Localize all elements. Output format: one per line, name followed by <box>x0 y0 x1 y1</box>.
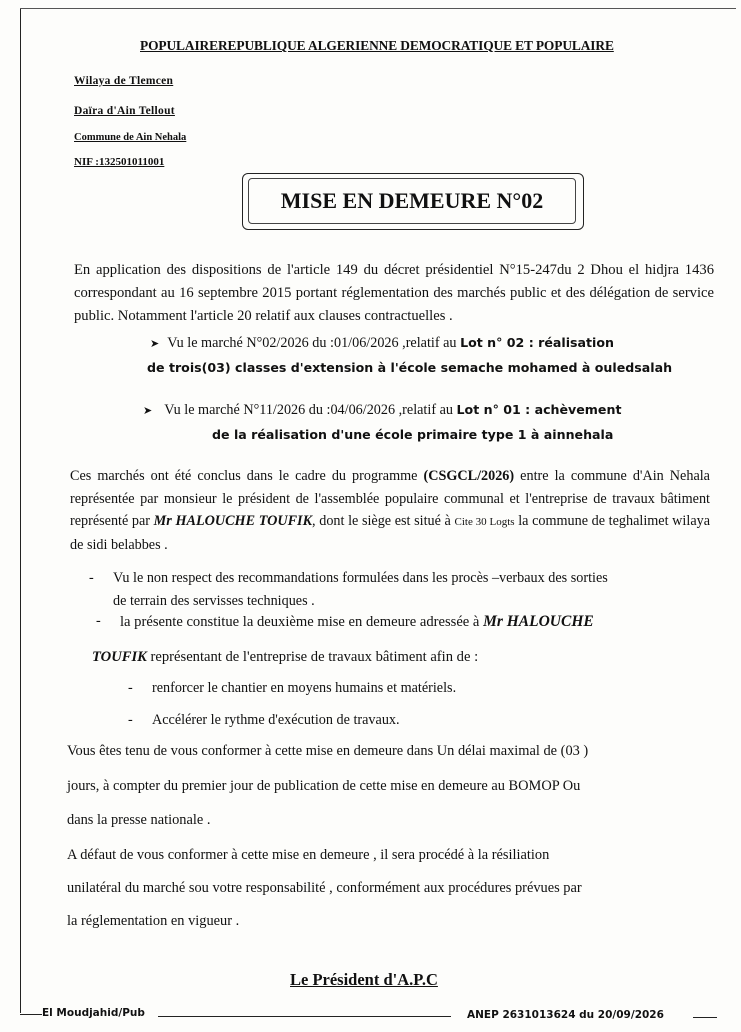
arrow-bullet-icon: ➤ <box>143 404 153 417</box>
market-1-lot: Lot n° 02 : réalisation <box>460 335 614 350</box>
consideration-2-name-cont: TOUFIK <box>92 649 147 665</box>
contract-text-c: , dont le siège est situé à <box>312 513 455 529</box>
deadline-line-3: dans la presse nationale . <box>67 812 211 828</box>
market-2-text: Vu le marché N°11/2026 du :04/06/2026 ,relatif au <box>164 402 457 418</box>
warning-line-2: unilatéral du marché sou votre responsabilité , conformément aux procédures prévues par <box>67 880 582 896</box>
nif-line: NIF :132501011001 <box>74 156 165 168</box>
arrow-bullet-icon: ➤ <box>150 337 160 350</box>
commune-line: Commune de Ain Nehala <box>74 132 187 143</box>
wilaya-line: Wilaya de Tlemcen <box>74 75 174 87</box>
republic-title: POPULAIREREPUBLIQUE ALGERIENNE DEMOCRATIQUE ET POPULAIRE <box>140 38 614 53</box>
consideration-2-text: la présente constitue la deuxième mise en demeure adressée à <box>120 614 484 630</box>
market-1-line-2: de trois(03) classes d'extension à l'école semache mohamed à ouledsalah <box>147 360 673 375</box>
footer-rule-left <box>20 1014 42 1015</box>
dash-bullet: - <box>89 570 94 586</box>
consideration-1-line-2: de terrain des servisses techniques . <box>113 593 315 609</box>
daira-line: Daïra d'Ain Tellout <box>74 105 175 117</box>
action-2: Accélérer le rythme d'exécution de travaux. <box>152 712 400 728</box>
dash-bullet: - <box>96 613 101 629</box>
consideration-2-tail: représentant de l'entreprise de travaux bâtiment afin de : <box>146 649 479 665</box>
action-1: renforcer le chantier en moyens humains et matériels. <box>152 680 457 696</box>
consideration-2-name: Mr HALOUCHE <box>483 613 594 630</box>
market-2-line-1 <box>143 402 621 419</box>
intro-paragraph: En application des dispositions de l'article 149 du décret présidentiel N°15-247du 2 Dhou el hidjra 1436 correspondant au 16 septembre 2015 portant réglementation des marchés public et des délégation de service public. Notamment l'article 20 relatif aux clauses contractuelles . <box>74 262 714 324</box>
warning-line-3: la réglementation en vigueur . <box>67 913 240 929</box>
consideration-2-line-1 <box>120 613 594 631</box>
page-border-top <box>20 8 736 9</box>
dash-bullet: - <box>128 712 133 728</box>
contract-text-b: entre la commune d'Ain Nehala représentée par monsieur le président de l'assemblée populaire communal et l'entreprise de travaux bâtiment représenté par <box>70 468 710 529</box>
market-1-text: Vu le marché N°02/2026 du :01/06/2026 ,relatif au <box>167 335 461 351</box>
market-2-line-2: de la réalisation d'une école primaire type 1 à ainnehala <box>212 427 614 442</box>
footer-rule-middle <box>158 1016 451 1017</box>
contractor-name: Mr HALOUCHE TOUFIK <box>153 513 313 529</box>
consideration-1-line-1: Vu le non respect des recommandations formulées dans les procès –verbaux des sorties <box>113 570 608 586</box>
footer-rule-right <box>693 1017 717 1018</box>
market-2-lot: Lot n° 01 : achèvement <box>456 402 622 417</box>
warning-line-1: A défaut de vous conformer à cette mise en demeure , il sera procédé à la résiliation <box>67 847 550 863</box>
deadline-line-2: jours, à compter du premier jour de publication de cette mise en demeure au BOMOP Ou <box>67 778 581 794</box>
contract-text-a: Ces marchés ont été conclus dans le cadre du programme <box>70 468 424 484</box>
footer-reference: ANEP 2631013624 du 20/09/2026 <box>467 1009 664 1021</box>
document-title: MISE EN DEMEURE N°02 <box>248 178 576 224</box>
contractor-address: Cite 30 Logts <box>454 516 515 528</box>
consideration-2-line-2 <box>92 649 478 666</box>
program-code: (CSGCL/2026) <box>423 468 515 484</box>
signature-title: Le Président d'A.P.C <box>290 970 438 989</box>
footer-publisher: El Moudjahid/Pub <box>42 1007 145 1019</box>
deadline-line-1: Vous êtes tenu de vous conformer à cette mise en demeure dans Un délai maximal de (03 ) <box>67 743 589 759</box>
market-1-line-1 <box>150 335 614 352</box>
page-border-left <box>20 8 21 1013</box>
contract-paragraph <box>70 465 710 556</box>
contract-text-d: la commune de teghalimet wilaya de sidi belabbes . <box>70 513 711 553</box>
dash-bullet: - <box>128 680 133 696</box>
